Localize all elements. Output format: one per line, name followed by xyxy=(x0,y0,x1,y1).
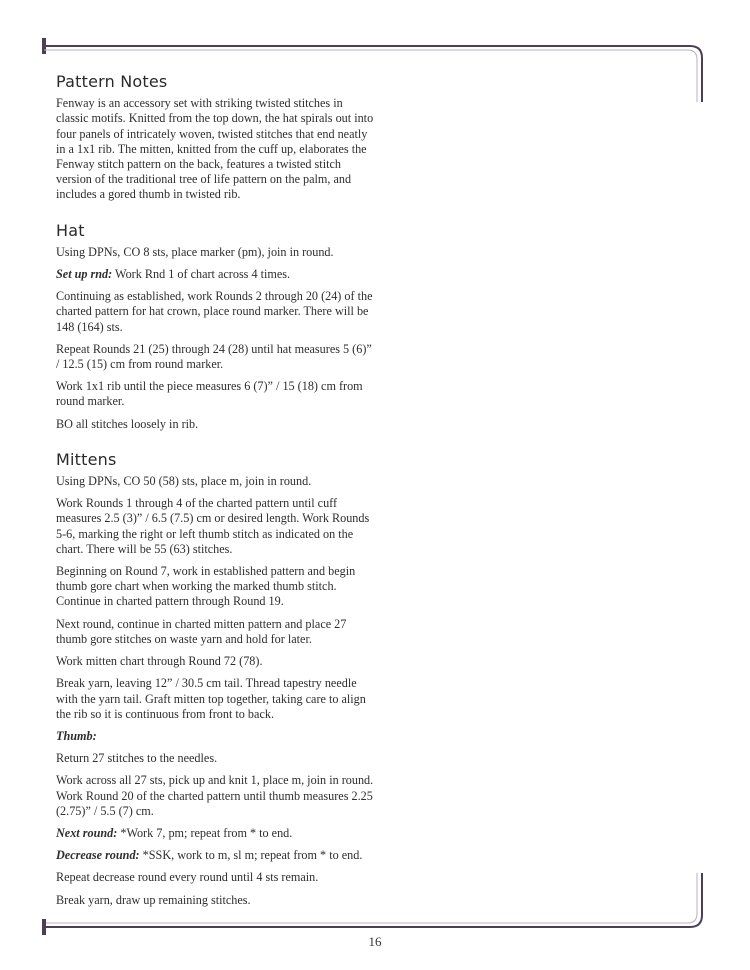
next-round-label: Next round: xyxy=(56,825,118,840)
page-content xyxy=(56,66,374,915)
mitten-step: Work mitten chart through Round 72 (78). xyxy=(56,654,263,669)
thumb-label xyxy=(56,729,374,744)
thumb-step: Break yarn, draw up remaining stitches. xyxy=(56,892,251,907)
hat-step: Work 1x1 rib until the piece measures 6 (7)” / 15 (18) cm from round marker. xyxy=(56,379,363,409)
bottom-left-tab xyxy=(42,919,46,935)
hat-step: Using DPNs, CO 8 sts, place marker (pm), join in round. xyxy=(56,244,334,259)
hat-step: Repeat Rounds 21 (25) through 24 (28) until hat measures 5 (6)” / 12.5 (15) cm from round marker. xyxy=(56,341,372,372)
mittens-heading: Mittens xyxy=(56,449,117,469)
mitten-step: Beginning on Round 7, work in established pattern and begin thumb gore chart when working the marked thumb stitch. Continue in charted pattern through Round 19. xyxy=(56,564,356,609)
hat-heading: Hat xyxy=(56,220,85,240)
page-number: 16 xyxy=(368,934,382,949)
decrease-round-label: Decrease round: xyxy=(56,848,140,863)
next-round-text: *Work 7, pm; repeat from * to end. xyxy=(117,825,293,840)
mitten-step: Next round, continue in charted mitten pattern and place 27 thumb gore stitches on waste yarn and hold for later. xyxy=(56,616,347,646)
setup-round-text: Work Rnd 1 of chart across 4 times. xyxy=(112,267,291,282)
thumb-step: Return 27 stitches to the needles. xyxy=(56,751,218,766)
thumb-step: Repeat decrease round every round until 4 sts remain. xyxy=(56,870,319,885)
hat-step: Continuing as established, work Rounds 2 through 20 (24) of the charted pattern for hat crown, place round marker. There will be 148 (164) sts. xyxy=(56,289,373,334)
setup-round-label: Set up rnd: xyxy=(56,267,113,282)
hat-step: BO all stitches loosely in rib. xyxy=(56,416,199,431)
decrease-round-step xyxy=(56,848,374,863)
decrease-round-text: *SSK, work to m, sl m; repeat from * to end. xyxy=(139,848,363,863)
pattern-notes-body: Fenway is an accessory set with striking twisted stitches in classic motifs. Knitted from the top down, the hat spirals out into four panels of intricately woven, twisted stitches that end neatly in a 1x1 rib. The mitten, knitted from the cuff up, elaborates the Fenway stitch pattern on the back, features a twisted stitch version of the traditional tree of life pattern on the palm, and includes a gored thumb in twisted rib. xyxy=(56,96,374,202)
next-round-step xyxy=(56,826,374,841)
mitten-step: Break yarn, leaving 12” / 30.5 cm tail. Thread tapestry needle with the yarn tail. Graft mitten top together, taking care to align the rib so it is continuous from front to back. xyxy=(56,676,366,721)
thumb-step: Work across all 27 sts, pick up and knit 1, place m, join in round. Work Round 20 of the charted pattern until thumb measures 2.25 (2.75)” / 5.5 (7) cm. xyxy=(56,773,374,818)
thumb-label-text: Thumb: xyxy=(56,728,97,743)
mitten-step: Using DPNs, CO 50 (58) sts, place m, join in round. xyxy=(56,474,312,489)
mitten-step: Work Rounds 1 through 4 of the charted pattern until cuff measures 2.5 (3)” / 6.5 (7.5) cm or desired length. Work Rounds 5-6, marking the right or left thumb stitch as indicated on the chart. There will be 55 (63) stitches. xyxy=(56,496,370,556)
pattern-notes-heading: Pattern Notes xyxy=(56,72,168,91)
hat-setup-round xyxy=(56,267,374,282)
